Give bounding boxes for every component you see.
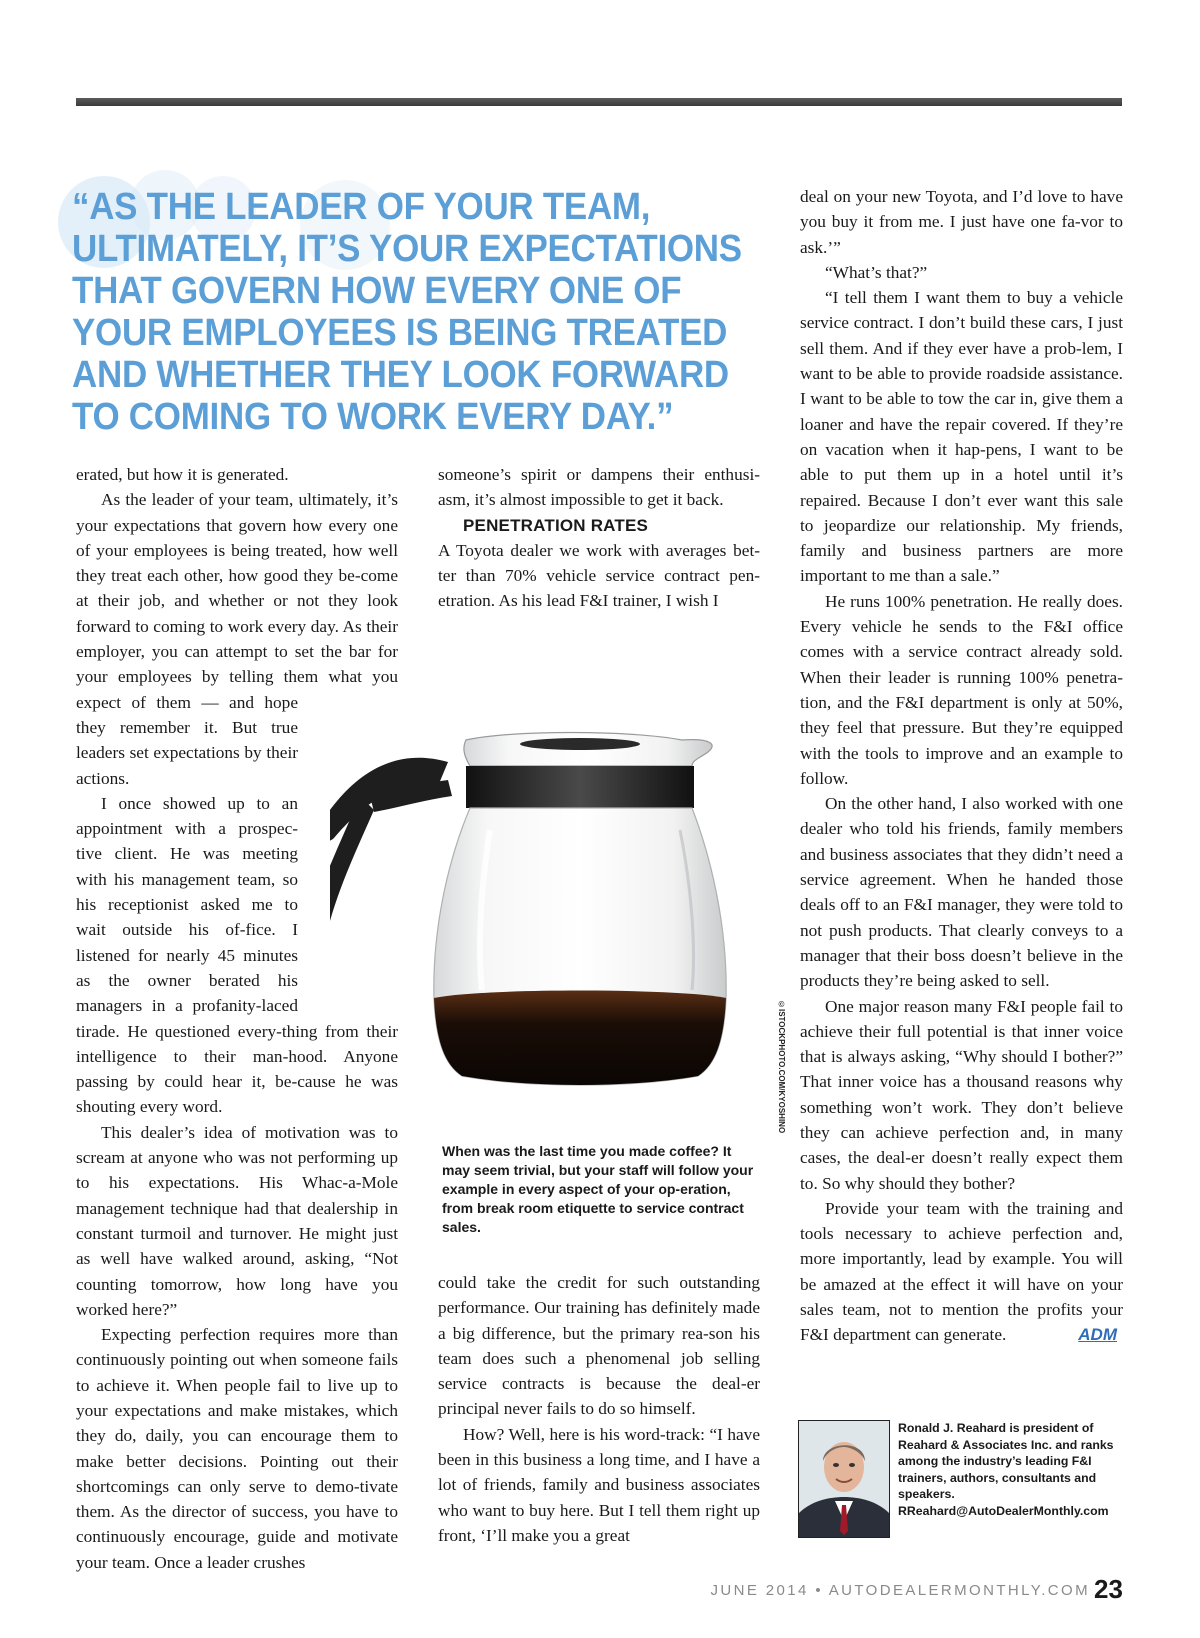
body-paragraph: This dealer’s idea of motivation was to scream at anyone who was not performing up to his expectations. His Whac-a-Mole management technique had that dealership in constant turmoil and turnover. He might just as well have walked around, asking, “Not counting tomorrow, how long have you worked here?” xyxy=(76,1122,398,1319)
body-paragraph: He runs 100% penetration. He really does. Every vehicle he sends to the F&I office comes with a service contract already sold. When their leader is running 100% penetra-tion, and the F&I department is only at 50%, they feel that pressure. But they’re equipped with the tools to improve and an example to follow. xyxy=(800,591,1123,788)
body-paragraph: someone’s spirit or dampens their enthusi-asm, it’s almost impossible to get it back. xyxy=(438,465,760,510)
page-number: 23 xyxy=(1094,1574,1123,1604)
final-paragraph-text: Provide your team with the training and tools necessary to achieve perfection and, more importantly, lead by example. You will be amazed at the effect it will have on your sales team, not to mention the profits your F&I department can generate. xyxy=(800,1198,1123,1345)
coffee-pot-icon xyxy=(330,700,750,1130)
body-paragraph: I once showed up to an appointment with a prospec-tive client. He was meeting with his management team, so his receptionist asked me to wait outside his of-fice. I listened for nearly 45 minutes as the owner berated his managers in a profanity-laced tirade. He questioned every-thing from their intelligence to their man-hood. Anyone passing by could hear it, be-cause he was shouting every word. xyxy=(76,793,398,1117)
pull-quote-line: YOUR EMPLOYEES IS BEING TREATED xyxy=(72,312,728,354)
author-bio-text: Ronald J. Reahard is president of Reahard & Associates Inc. and ranks among the industry’s leading F&I trainers, authors, consultants and speakers. xyxy=(898,1421,1114,1502)
pull-quote-line: “AS THE LEADER OF YOUR TEAM, xyxy=(72,186,651,228)
pull-quote-line: ULTIMATELY, IT’S YOUR EXPECTATIONS xyxy=(72,228,742,270)
body-paragraph: “I tell them I want them to buy a vehicle service contract. I don’t build these cars, I just sell them. And if they ever have a prob-lem, I want to be able to provide roadside assistance. I want to be able to tow the car in, give them a loaner and have the repair covered. If they’re on vacation when it hap-pens, I want to be able to put them up in a hotel until it’s repaired. Because I don’t ever want this sale to jeopardize our relationship. My friends, family and business partners are more important to me than a sale.” xyxy=(800,288,1123,586)
adm-end-mark: ADM xyxy=(1078,1325,1117,1345)
author-bio xyxy=(898,1420,1128,1520)
photo-credit: ©ISTOCKPHOTO.COM/KYOSHINO xyxy=(777,1000,786,1134)
footer-issue-info: JUNE 2014 • AUTODEALERMONTHLY.COM xyxy=(710,1582,1090,1599)
body-paragraph: One major reason many F&I people fail to achieve their full potential is that inner voice that is always asking, “Why should I bother?” That inner voice has a thousand reasons why something won’t work. They don’t believe they can achieve perfection and, in many cases, the deal-er doesn’t really expect them to. So why should they bother? xyxy=(800,996,1123,1193)
body-paragraph: On the other hand, I also worked with one dealer who told his friends, family members and business associates that they didn’t need a service agreement. When he handed those deals off to an F&I manager, they were told to not push products. That clearly conveys to a manager that their boss doesn’t believe in the products they’re being asked to sell. xyxy=(800,794,1123,991)
article-column-3 xyxy=(800,184,1123,1348)
body-paragraph: A Toyota dealer we work with averages bet-ter than 70% vehicle service contract pen-etration. As his lead F&I trainer, I wish I xyxy=(438,540,760,611)
section-subhead: PENETRATION RATES xyxy=(463,515,649,535)
body-paragraph: erated, but how it is generated. xyxy=(76,465,289,484)
article-column-2-top xyxy=(438,462,760,614)
author-headshot xyxy=(798,1420,890,1538)
body-paragraph: could take the credit for such outstanding performance. Our training has definitely made a big difference, but the primary rea-son his team does such a phenomenal job selling service contracts is because the deal-er principal never fails to do so himself. xyxy=(438,1273,760,1419)
photo-caption: When was the last time you made coffee? It may seem trivial, but your staff will follow your example in every aspect of your op-eration, from break room etiquette to service contract sales. xyxy=(442,1143,754,1235)
article-column-2-bottom xyxy=(438,1270,760,1548)
author-email[interactable]: RReahard@AutoDealerMonthly.com xyxy=(898,1503,1109,1518)
pull-quote-line: THAT GOVERN HOW EVERY ONE OF xyxy=(72,270,682,312)
top-rule xyxy=(76,98,1122,106)
pull-quote xyxy=(72,186,742,438)
body-paragraph: How? Well, here is his word-track: “I have been in this business a long time, and I have a lot of friends, family and business associates who want to buy here. But I tell them right up front, ‘I’ll make you a great xyxy=(438,1424,760,1545)
body-paragraph: “What’s that?” xyxy=(825,262,928,282)
author-portrait-icon xyxy=(799,1421,889,1537)
body-paragraph-final xyxy=(800,1196,1123,1348)
body-paragraph: deal on your new Toyota, and I’d love to have you buy it from me. I just have one fa-vor to ask.’” xyxy=(800,187,1123,257)
body-paragraph: Expecting perfection requires more than continuously pointing out when someone fails to achieve it. When people fail to live up to your expectations and make mistakes, which they do, daily, you can encourage them to make better decisions. Pointing out their shortcomings can only serve to demo-tivate them. As the director of success, you have to continuously encourage, guide and motivate your team. Once a leader crushes xyxy=(76,1325,398,1572)
pull-quote-line: TO COMING TO WORK EVERY DAY.” xyxy=(72,396,674,438)
coffee-pot-photo xyxy=(330,700,750,1130)
pull-quote-line: AND WHETHER THEY LOOK FORWARD xyxy=(72,354,729,396)
body-paragraph: As the leader of your team, ultimately, it’s your expectations that govern how every one of your employees is being treated, how well they treat each other, how good they be-come at their job, and whether or not they look forward to coming to work every day. As their employer, you can attempt to set the bar for your employees by telling them what you expect of them — and hope they remember it. But true leaders set expectations by their actions. xyxy=(76,490,398,788)
